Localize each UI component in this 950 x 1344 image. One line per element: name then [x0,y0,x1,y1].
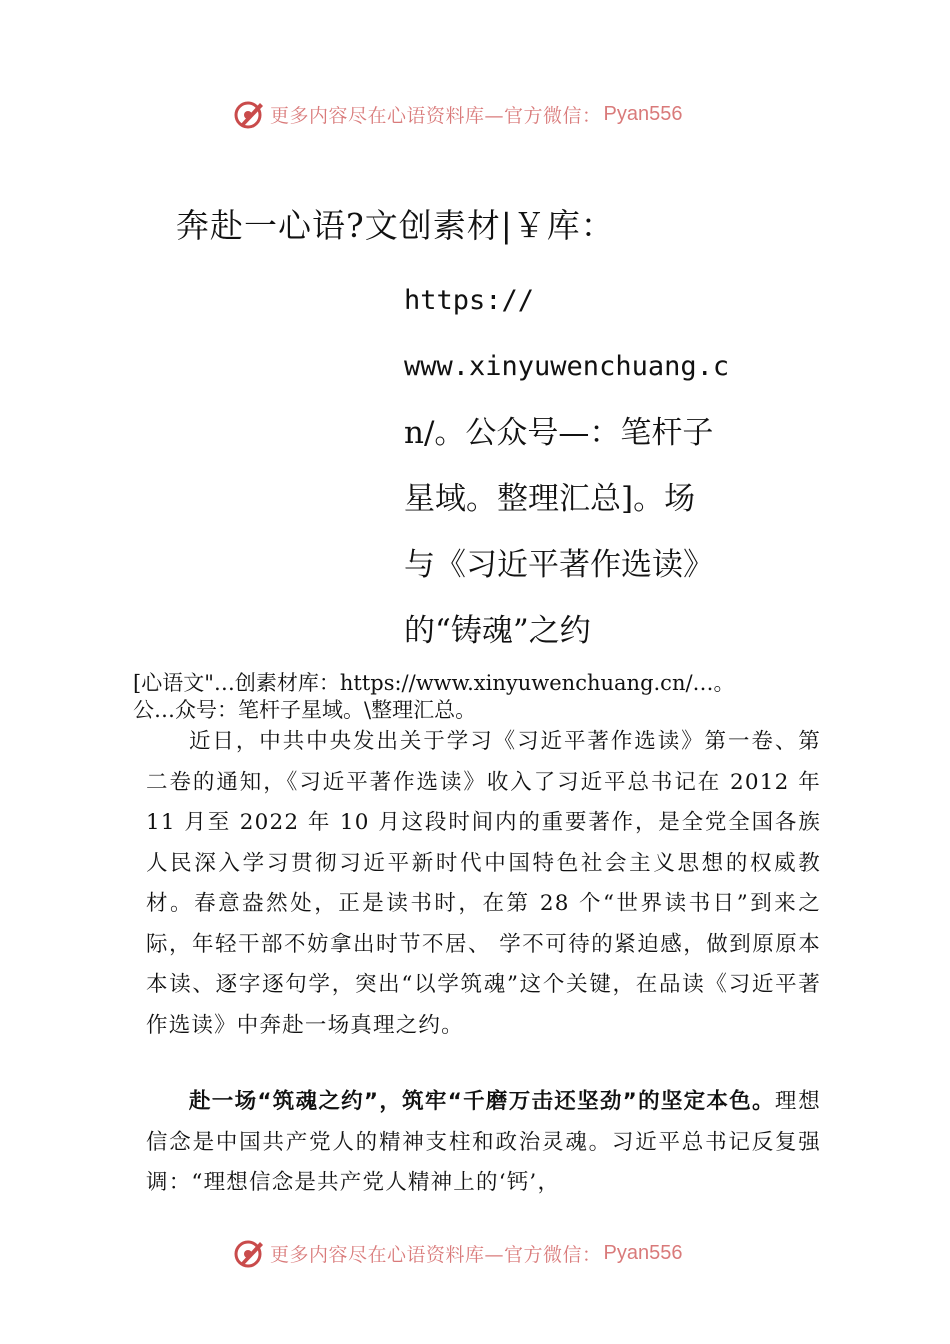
title-block [404,268,774,664]
watermark-wechat-id: Pyan556 [603,1241,683,1264]
body-paragraph-1: 近日，中共中央发出关于学习《习近平著作选读》第一卷、第二卷的通知，《习近平著作选读》收入了习近平总书记在 2012 年 11 月至 2022 年 10 月这段时间内的重要著作，是全党全国各族人民深入学习贯彻习近平新时代中国特色社会主义思想的权威教材。春意盎然处，正是读书时，在第 28 个“世界读书日”到来之际，年轻干部不妨拿出时节不居、 学不可待的紧迫感，做到原原本本读、逐字逐句学，突出“以学筑魂”这个关键，在品读《习近平著作选读》中奔赴一场真理之约。 [146,729,821,1038]
title-line: www.xinyuwenchuang.c [404,351,730,382]
title-line: https:// [404,285,535,316]
body-paragraph-2 [146,1082,821,1204]
watermark-wechat-id: Pyan556 [603,102,683,125]
paragraph-text: 理想信念是中国共产党人的精神支柱和政治灵魂。习近平总书记反复强调：“理想信念是共产党人精神上的‘钙’， [146,1089,822,1195]
title-line: 与《习近平著作选读》 [404,547,714,583]
title-line: 的“铸魂”之约 [404,613,591,649]
watermark-text: 更多内容尽在心语资料库—官方微信： [270,1243,602,1266]
watermark-text: 更多内容尽在心语资料库—官方微信： [270,104,602,127]
footer-watermark [232,1235,732,1271]
note-line: 公…众号：笔杆子星域。\整理汇总。 [133,698,477,722]
title-line: n/。公众号—：笔杆子 [404,415,714,451]
header-watermark [232,96,732,132]
title-line: 星域。整理汇总]。场 [404,481,696,517]
pen-logo-icon [232,97,266,131]
note-line: [心语文"…创素材库：https://www.xinyuwenchuang.cn/…。 [133,671,735,695]
paragraph-lead-heading: 赴一场“筑魂之约”，筑牢“千磨万击还坚劲”的坚定本色。 [189,1089,775,1114]
pen-logo-icon [232,1236,266,1270]
title-line-1: 奔赴一心语?文创素材|￥库： [176,206,615,245]
source-note [133,670,833,724]
